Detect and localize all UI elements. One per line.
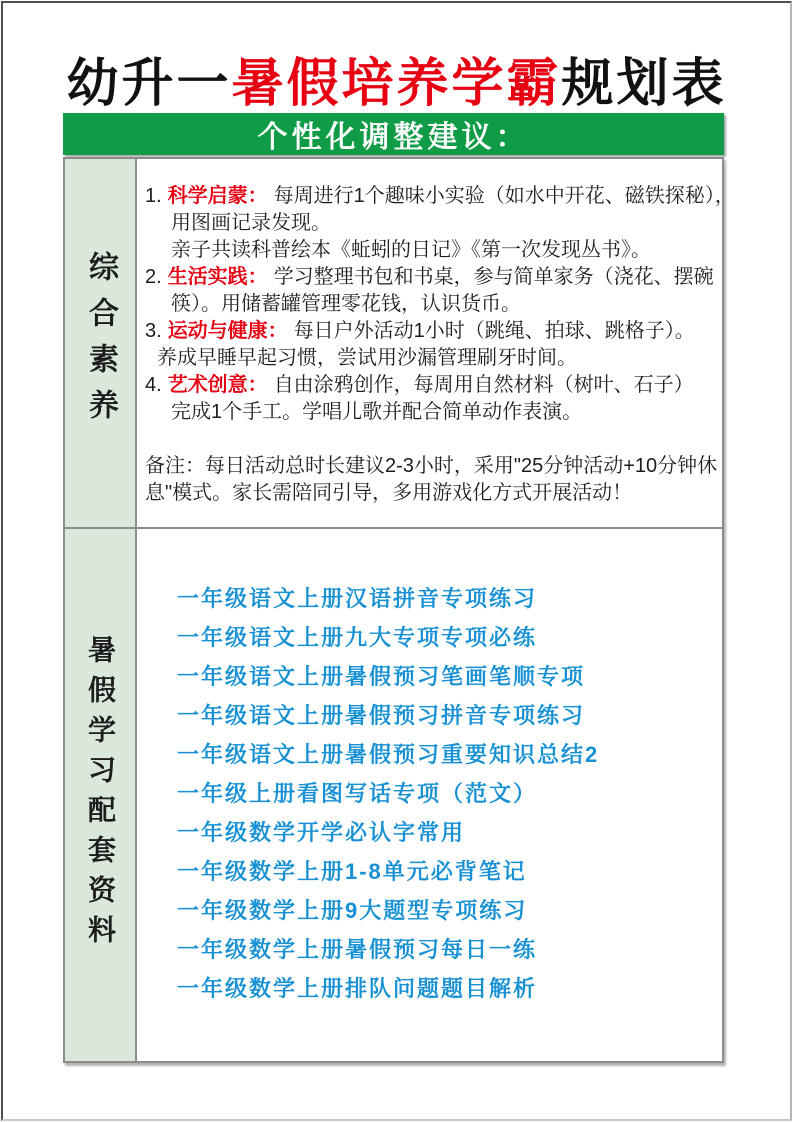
banner-label: 个性化调整建议：	[257, 121, 530, 154]
advice-line	[145, 210, 722, 237]
materials-content-cell	[137, 529, 722, 1061]
advice-item-text: 养成早睡早起习惯，尝试用沙漏管理刷牙时间。	[157, 347, 577, 369]
advice-item-text: 亲子共读科普绘本《蚯蚓的日记》《第一次发现丛书》。	[171, 239, 651, 261]
advice-item-number: 3.	[145, 320, 162, 342]
title-part-red: 暑假培养学霸	[231, 55, 562, 113]
advice-line	[145, 318, 722, 345]
advice-line	[145, 183, 735, 210]
advice-item-text: 完成1个手工。学唱儿歌并配合简单动作表演。	[171, 401, 583, 423]
advice-item-text: 用图画记录发现。	[171, 212, 331, 234]
material-item: 一年级数学上册9大题型专项练习	[177, 898, 528, 923]
advice-item-text: 筷）。用储蓄罐管理零花钱，认识货币。	[171, 293, 521, 315]
quality-sidebar-cell	[65, 159, 137, 527]
title-part-black-right: 规划表	[561, 55, 727, 113]
title-part-black-left: 幼升一	[66, 55, 232, 113]
note-line: 息"模式。家长需陪同引导，多用游戏化方式开展活动！	[145, 482, 633, 504]
material-item: 一年级数学上册排队问题题目解析	[177, 976, 538, 1001]
material-item: 一年级语文上册汉语拼音专项练习	[177, 586, 538, 611]
poster-page	[1, 1, 792, 1121]
advice-item-number: 1.	[145, 185, 162, 207]
advice-line	[145, 399, 722, 426]
materials-sidebar-cell	[65, 529, 137, 1061]
advice-item-heading: 科学启蒙：	[167, 185, 268, 207]
quality-row	[65, 159, 735, 529]
advice-note	[145, 453, 722, 507]
advice-item-text: 自由涂鸦创作，每周用自然材料（树叶、石子）	[273, 374, 694, 396]
advice-line	[145, 345, 722, 372]
advice-line	[145, 264, 722, 291]
material-item: 一年级数学上册1-8单元必背笔记	[177, 859, 527, 884]
materials-row	[65, 529, 722, 1061]
advice-list	[137, 159, 735, 507]
quality-sidebar-label: 综合素养	[84, 251, 117, 435]
page-title	[3, 41, 790, 116]
advice-item-heading: 运动与健康：	[167, 320, 288, 342]
advice-item-text: 学习整理书包和书桌，参与简单家务（浇花、摆碗	[273, 266, 714, 288]
plan-table	[63, 157, 735, 1063]
material-item: 一年级语文上册九大专项专项必练	[177, 625, 538, 650]
advice-item-heading: 生活实践：	[167, 266, 268, 288]
advice-item-text: 每周进行1个趣味小实验（如水中开花、磁铁探秘），	[273, 185, 735, 207]
quality-content-cell	[137, 159, 735, 527]
advice-item-number: 2.	[145, 266, 162, 288]
material-item: 一年级数学开学必认字常用	[177, 820, 466, 845]
note-line: 备注：每日活动总时长建议2-3小时，采用"25分钟活动+10分钟休	[145, 455, 718, 477]
advice-line	[145, 237, 722, 264]
material-item: 一年级语文上册暑假预习笔画笔顺专项	[177, 664, 586, 689]
advice-line	[145, 291, 722, 318]
advice-item-number: 4.	[145, 374, 162, 396]
material-item: 一年级语文上册暑假预习拼音专项练习	[177, 703, 586, 728]
section-banner	[63, 113, 724, 155]
material-item: 一年级语文上册暑假预习重要知识总结2	[177, 742, 600, 767]
material-item: 一年级上册看图写话专项（范文）	[177, 781, 538, 806]
advice-item-heading: 艺术创意：	[167, 374, 268, 396]
advice-item-text: 每日户外活动1小时（跳绳、拍球、跳格子）。	[293, 320, 695, 342]
advice-line	[145, 372, 722, 399]
materials-list	[137, 529, 722, 1008]
material-item: 一年级数学上册暑假预习每日一练	[177, 937, 538, 962]
materials-sidebar-label: 暑假学习配套资料	[85, 635, 116, 955]
